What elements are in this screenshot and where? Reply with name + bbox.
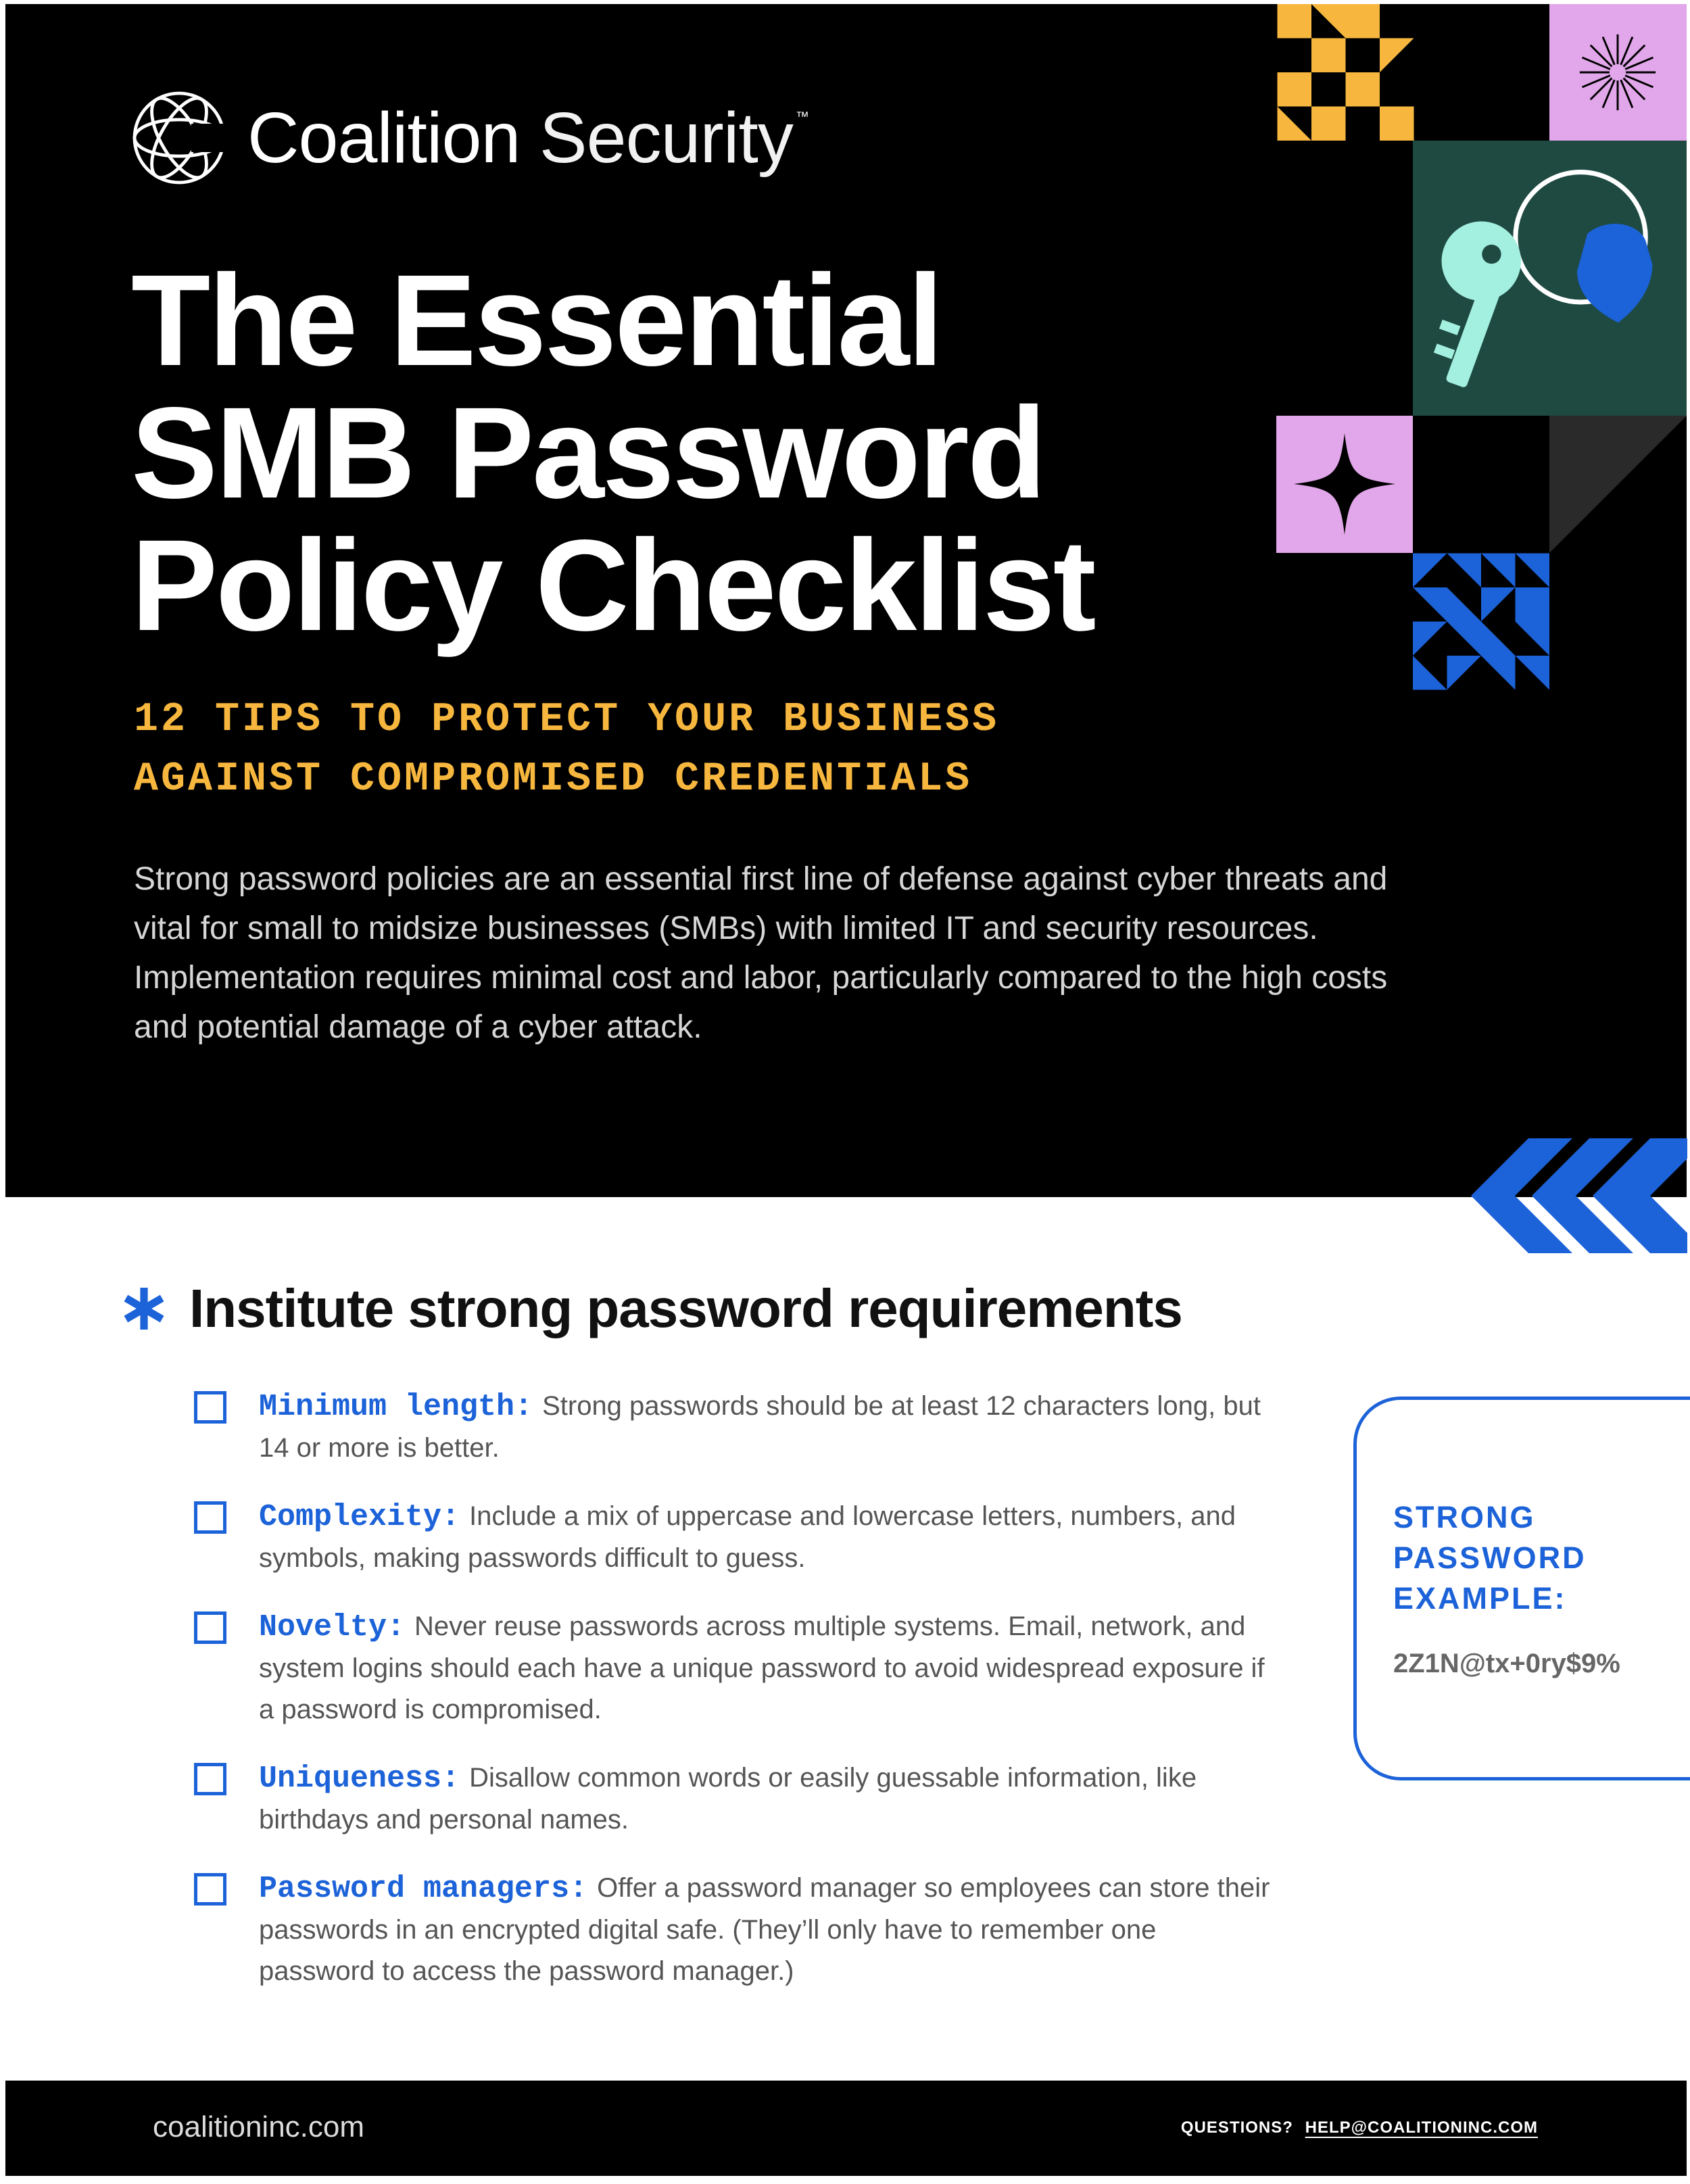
checklist-item-body: Include a mix of uppercase and lowercase letters, numbers, and symbols, making passwords difficult to guess. [259, 1501, 1236, 1573]
checkbox[interactable] [194, 1873, 226, 1906]
checklist-item-text [259, 1496, 1276, 1579]
hero-banner [5, 4, 1687, 1197]
sparkle-icon [1294, 433, 1395, 535]
brand-name-primary: Coalition [247, 97, 521, 178]
checklist-item [194, 1868, 1276, 1992]
pink-sparkle-tile [1276, 416, 1413, 553]
checklist-item [194, 1757, 1276, 1841]
subtitle-line: 12 TIPS TO PROTECT YOUR BUSINESS [134, 697, 1000, 743]
footer-contact [1181, 2118, 1538, 2137]
password-example-card [1353, 1397, 1690, 1780]
title-line: Policy Checklist [131, 512, 1094, 658]
checklist-item-text [259, 1386, 1276, 1469]
brand-name-secondary: Security [539, 97, 793, 178]
checklist-item-text [259, 1868, 1276, 1992]
page-subtitle [134, 690, 999, 809]
pink-starburst-tile [1549, 4, 1687, 141]
section-heading [123, 1278, 1182, 1340]
subtitle-line: AGAINST COMPROMISED CREDENTIALS [134, 756, 973, 802]
yellow-checker-tile-icon [1276, 4, 1415, 141]
checklist-item-body: Offer a password manager so employees can store their passwords in an encrypted digital safe. (They’ll only have to remember one password to access the password manager.) [259, 1873, 1270, 1986]
checklist-item-label: Novelty: [259, 1610, 406, 1645]
checkbox[interactable] [194, 1611, 226, 1644]
password-example-value: 2Z1N@tx+0ry$9% [1393, 1649, 1620, 1678]
trademark-symbol: ™ [795, 109, 808, 124]
brand-wordmark [247, 97, 808, 179]
checklist-item-label: Minimum length: [259, 1390, 533, 1424]
questions-label: QUESTIONS? [1180, 2118, 1293, 2137]
checkbox[interactable] [194, 1501, 226, 1534]
checklist-item-body: Strong passwords should be at least 12 characters long, but 14 or more is better. [259, 1391, 1261, 1463]
checklist-item-text [259, 1757, 1276, 1841]
blue-triangle-pattern-icon [1413, 553, 1549, 690]
checklist-item-label: Complexity: [259, 1500, 460, 1534]
example-label-line: PASSWORD [1393, 1540, 1587, 1575]
coalition-logo-icon [128, 87, 230, 189]
checklist-item-body: Never reuse passwords across multiple systems. Email, network, and system logins should each have a unique password to avoid widespread exposure if a password is compromised. [259, 1611, 1265, 1724]
checkbox[interactable] [194, 1763, 226, 1795]
example-label-line: STRONG [1393, 1500, 1536, 1534]
brand-logo [128, 84, 808, 192]
checklist [194, 1386, 1276, 2019]
checklist-item-body: Disallow common words or easily guessable information, like birthdays and personal names. [259, 1763, 1197, 1835]
asterisk-icon [123, 1288, 165, 1330]
checklist-item-label: Password managers: [259, 1872, 588, 1906]
checklist-item-text [259, 1606, 1276, 1730]
checklist-item [194, 1386, 1276, 1469]
help-email-link[interactable]: HELP@COALITIONINC.COM [1305, 2118, 1538, 2137]
double-chevron-icon [1471, 1138, 1687, 1253]
section-title: Institute strong password requirements [189, 1278, 1182, 1338]
checklist-item [194, 1496, 1276, 1579]
checklist-item-label: Uniqueness: [259, 1762, 460, 1796]
dark-triangle-shape [1549, 416, 1687, 553]
key-and-shield-icon [1413, 141, 1687, 416]
title-line: SMB Password [131, 380, 1045, 525]
example-label-line: EXAMPLE: [1393, 1581, 1567, 1616]
footer [5, 2081, 1687, 2176]
intro-paragraph: Strong password policies are an essential first line of defense against cyber threats and vital for small to midsize businesses (SMBs) with limited IT and security resources. Implementation requires minimal cost and labor, particularly compared to the high costs and potential damage of a cyber attack. [134, 861, 1388, 1045]
green-key-tile [1413, 141, 1687, 416]
checklist-item [194, 1606, 1276, 1730]
checkbox[interactable] [194, 1391, 226, 1424]
password-example-label [1393, 1497, 1587, 1619]
starburst-icon [1576, 31, 1659, 114]
page-title [131, 247, 1094, 658]
title-line: The Essential [131, 247, 942, 393]
footer-website-link[interactable]: coalitioninc.com [153, 2110, 365, 2143]
